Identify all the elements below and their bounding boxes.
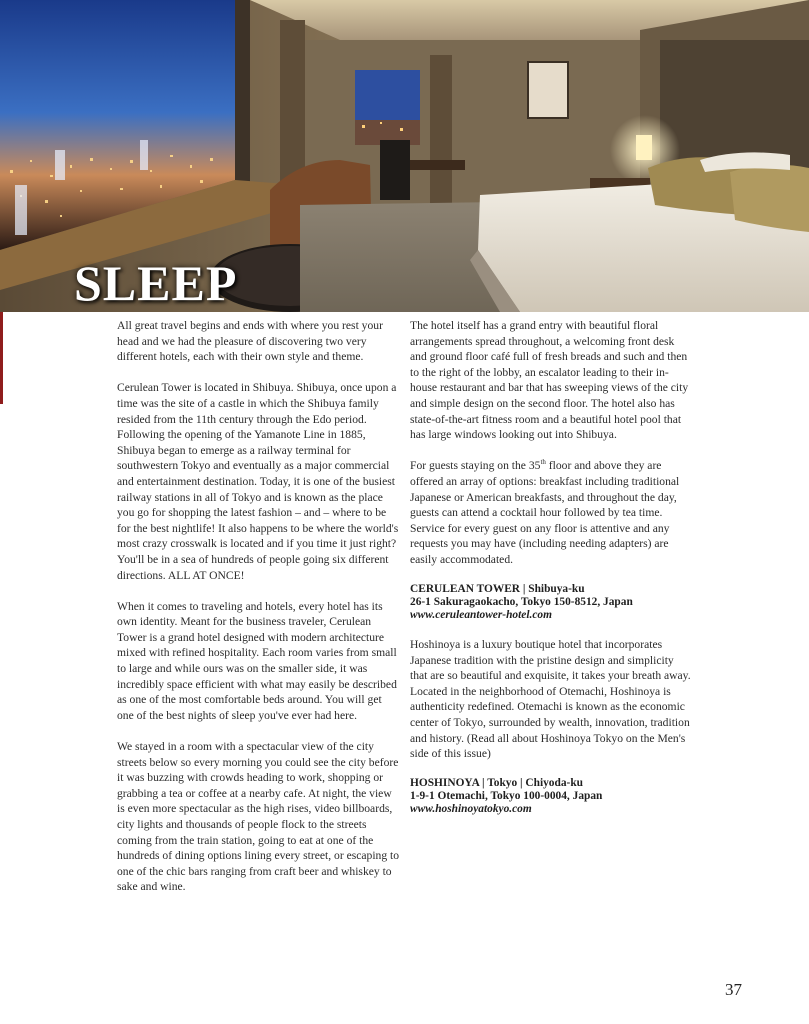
address-website: www.ceruleantower-hotel.com — [410, 609, 552, 622]
page-number: 37 — [725, 980, 742, 999]
address-street: 26-1 Sakuragaokacho, Tokyo 150-8512, Japan — [410, 596, 633, 609]
paragraph: We stayed in a room with a spectacular view of the city streets below so every morning you could see the city before it was buzzing with crowds heading to work, shopping or grabbing a tea or coffee at a nearby cafe. At night, the view is even more spectacular as the high rises, video billboards, city lights and thousands of people flock to the streets coming from the train station, going to eat at one of the hundreds of dining options lining every street, or escaping to one of the chic bars ranging from craft beer and whiskey to sake and wine. — [117, 740, 400, 894]
paragraph: All great travel begins and ends with where you rest your head and we had the pleasure of discovering two very different hotels, each with their own style and theme. — [117, 319, 383, 364]
ordinal-superscript: th — [540, 458, 546, 467]
address-website: www.hoshinoyatokyo.com — [410, 803, 532, 816]
section-headline: SLEEP — [74, 255, 238, 311]
paragraph: For guests staying on the 35th floor and above they are offered an array of options: breakfast including traditional Japanese or American breakfasts, and throughout the day, guests can attend a cocktail hour followed by tea time. Service for every guest on any floor is attentive and any requests you may have (including needing adapters) are easily accommodated. — [410, 458, 680, 566]
hotel-address-cerulean — [410, 583, 692, 622]
address-name: HOSHINOYA | Tokyo | Chiyoda-ku — [410, 777, 583, 790]
paragraph: Hoshinoya is a luxury boutique hotel that incorporates Japanese tradition with the pristine design and simplicity that are so beautiful and exquisite, it takes your breath away. Located in the neighborhood of Otemachi, Hoshinoya is authenticity redefined. Otemachi is known as the economic center of Tokyo, surrounded by wealth, innovation, tradition and history. (Read all about Hoshinoya Tokyo on the Men's side of this issue) — [410, 638, 691, 761]
address-name: CERULEAN TOWER | Shibuya-ku — [410, 583, 585, 596]
page-edge-accent — [0, 312, 3, 404]
paragraph: Cerulean Tower is located in Shibuya. Shibuya, once upon a time was the site of a castle in which the Shibuya family resided from the 11th century through the Edo period. Following the opening of the Yamanote Line in 1885, Shibuya began to emerge as a railway terminal for southwestern Tokyo and eventually as a major commercial and entertainment destination. Today, it is one of the busiest railway stations in all of Tokyo and is known as the place you go for shopping the latest fashion – and – where to be for the best nightlife! It also happens to be where the world's most crazy crosswalk is located and if you time it just right? You'll be in a sea of hundreds of people going six different directions. ALL AT ONCE! — [117, 381, 399, 582]
address-street: 1-9-1 Otemachi, Tokyo 100-0004, Japan — [410, 790, 603, 803]
paragraph: The hotel itself has a grand entry with beautiful floral arrangements spread throughout, a welcoming front desk and ground floor café full of fresh breads and such and then to the right of the lobby, an escalator leading to their in-house restaurant and bar that has sweeping views of the city and simple design on the second floor. The hotel also has state-of-the-art fitness room and a beautiful hotel pool that has large windows looking out into Shibuya. — [410, 319, 689, 442]
hotel-address-hoshinoya — [410, 777, 692, 816]
right-column — [410, 318, 692, 831]
left-column — [117, 318, 400, 911]
paragraph: When it comes to traveling and hotels, every hotel has its own identity. Meant for the business traveler, Cerulean Tower is a grand hotel designed with modern architecture mixed with refined hospitality. Each room varies from small to large and while ours was on the smaller side, it was incredibly space efficient with what may easily be described as one of the most comfortable beds around. You will get one of the best nights of sleep you've ever had here. — [117, 599, 397, 722]
